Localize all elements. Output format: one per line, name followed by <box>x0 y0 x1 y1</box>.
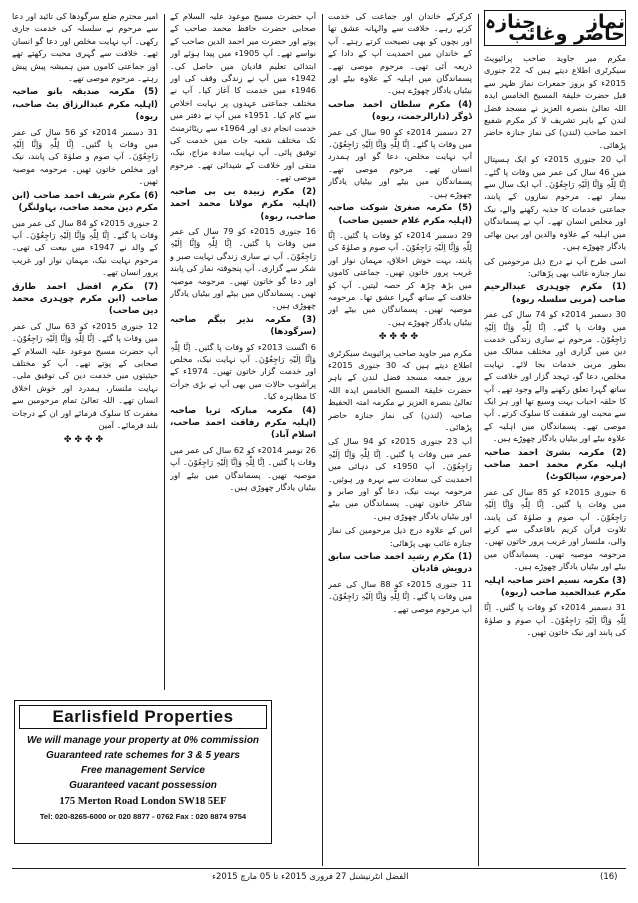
column-2-content <box>328 10 472 615</box>
ad-line-management: Free management Service <box>81 765 205 776</box>
column-divider <box>322 14 323 866</box>
ad-line-commission: We will manage your property at 0% commission <box>26 735 260 746</box>
article-paragraph: اسی طرح آپ نے درج ذیل مرحومین کی نماز جنازہ غائب بھی پڑھائی: <box>484 255 626 278</box>
article-paragraph: آپ حضرت مسیح موعود علیہ السلام کے صحابی حضرت حافظ محمد صاحب کے پوتے اور حضرت میر احمد الدین صاحب کے نواسے تھے۔ آپ 1905ء میں پیدا ہوئے اور ابتدائی تعلیم قادیان میں حاصل کی۔ 1942ء میں آپ نے زندگی وقف کی اور 1946ء میں خدمت کا آغاز کیا۔ آپ نے مختلف جماعتی عہدوں پر نہایت اخلاص سے کام کیا۔ 1951ء میں آپ نے دفتر میں خدمت انجام دی اور 1964ء سے ریٹائرمنٹ تک مختلف شعبہ جات میں خدمت کی توفیق پائی۔ آپ نہایت سادہ مزاج، نیک، متقی اور خلافت کے شیدائی تھے۔ مرحوم موصی تھے۔ <box>170 11 316 183</box>
column-divider <box>164 14 165 690</box>
ad-telephone: Tel: 020-8265-6000 or 020 8877 - 0762 Fax : 020 8874 9754 <box>39 812 247 821</box>
article-paragraph: 16 جنوری 2015ء کو 79 سال کی عمر میں وفات پا گئیں۔ اِنَّا لِلّٰہِ وَاِنَّا اِلَیْہِ رَاجِعُوْنَ۔ آپ نے ساری زندگی نہایت صبر و شکر سے گزاری۔ آپ پنجوقتہ نماز کی پابند اور دعا گو خاتون تھیں۔ مرحومہ موصیہ تھیں۔ پسماندگان میں بیٹے اور بیٹیاں یادگار چھوڑی ہیں۔ <box>170 225 316 311</box>
article-paragraph: 12 جنوری 2015ء کو 63 سال کی عمر میں وفات پا گئے۔ اِنَّا لِلّٰہِ وَاِنَّا اِلَیْہِ رَاجِعُوْنَ۔ آپ حضرت مسیح موعود علیہ السلام کے صحابی کے پوتے تھے۔ آپ کو مختلف حیثیتوں میں خدمت دین کی توفیق ملی۔ نہایت ملنسار، ہمدرد اور خوش اخلاق انسان تھے۔ اللہ تعالیٰ تمام مرحومین سے مغفرت کا سلوک فرمائے اور ان کے درجات بلند فرمائے۔ آمین <box>12 320 158 430</box>
obituary-heading: (2) مکرم زبیدہ بی بی صاحبہ (اہلیہ مکرم مولانا محمد احمد صاحب، ربوہ) <box>170 186 316 222</box>
column-1-content <box>484 52 626 639</box>
column-divider <box>478 14 479 866</box>
article-paragraph: 27 دسمبر 2014ء کو 90 سال کی عمر میں وفات پا گئے۔ اِنَّا لِلّٰہِ وَاِنَّا اِلَیْہِ رَاجِعُوْنَ۔ آپ نہایت مخلص، دعا گو اور ہمدرد انسان تھے۔ مرحوم موصی تھے۔ پسماندگان میں بیٹے اور بیٹیاں یادگار چھوڑے ہیں۔ <box>328 126 472 199</box>
obituary-heading: (3) مکرمہ نذیر بیگم صاحبہ (سرگودھا) <box>170 314 316 338</box>
article-paragraph: کرکرکے خاندان اور جماعت کی خدمت کرتے رہے۔ خلافت سے والہانہ عشق تھا اور بچوں کو بھی نصیحت کرتے رہتے۔ آپ کے خاندان میں احمدیت آپ کے دادا کے ذریعہ آئی تھی۔ مرحوم موصی تھے۔ پسماندگان میں اہلیہ کے علاوہ بیٹے اور بیٹیاں یادگار چھوڑے ہیں۔ <box>328 11 472 96</box>
article-paragraph: 26 نومبر 2014ء کو 62 سال کی عمر میں وفات پا گئیں۔ اِنَّا لِلّٰہِ وَاِنَّا اِلَیْہِ رَاجِعُوْنَ۔ آپ موصیہ تھیں۔ پسماندگان میں بیٹے اور بیٹیاں یادگار چھوڑی ہیں۔ <box>170 444 316 493</box>
obituary-heading: (5) مکرمہ صدیقہ بانو صاحبہ (اہلیہ مکرم عبدالرزاق بٹ صاحب، ربوہ) <box>12 87 158 123</box>
obituary-heading: (1) مکرم چوہدری عبدالرحیم صاحب (مربی سلسلہ ربوہ) <box>484 282 626 305</box>
article-paragraph: 29 دسمبر 2014ء کو وفات پا گئیں۔ اِنَّا لِلّٰہِ وَاِنَّا اِلَیْہِ رَاجِعُوْنَ۔ آپ صوم و صلوٰۃ کی پابند، بہت خوش اخلاق، مہمان نواز اور غریب پرور خاتون تھیں۔ جماعتی کاموں میں بڑھ چڑھ کر حصہ لیتیں۔ آپ کو خلافت کے ساتھ گہرا عشق تھا۔ مرحومہ موصیہ تھیں۔ پسماندگان میں بیٹے اور بیٹیاں یادگار چھوڑے ہیں۔ <box>328 229 472 327</box>
column-1 <box>484 10 626 865</box>
obituary-heading: (4) مکرمہ مبارکہ ثریا صاحبہ (اہلیہ مکرم رفاقت احمد صاحب، اسلام آباد) <box>170 405 316 441</box>
article-paragraph: 31 دسمبر 2014ء کو 56 سال کی عمر میں وفات پا گئیں۔ اِنَّا لِلّٰہِ وَاِنَّا اِلَیْہِ رَاجِعُوْنَ۔ آپ صوم و صلوٰۃ کی پابند، نیک اور مخلص خاتون تھیں۔ مرحومہ موصیہ تھیں۔ <box>12 126 158 187</box>
article-paragraph: 6 اگست 2013ء کو وفات پا گئیں۔ اِنَّا لِلّٰہِ وَاِنَّا اِلَیْہِ رَاجِعُوْنَ۔ آپ نہایت نیک، مخلص اور خدمت گزار خاتون تھیں۔ 1974ء کے پرآشوب حالات میں بھی آپ نے بڑی جرأت کا مظاہرہ کیا۔ <box>170 341 316 402</box>
column-2 <box>328 10 472 865</box>
article-paragraph: 11 جنوری 2015ء کو 88 سال کی عمر میں وفات پا گئے۔ اِنَّا لِلّٰہِ وَاِنَّا اِلَیْہِ رَاجِعُوْنَ۔ آپ مرحوم موصی تھے۔ <box>328 578 472 614</box>
obituary-heading: (1) مکرم رشید احمد صاحب سابق درویش قادیان <box>328 552 472 575</box>
obituary-heading: (6) مکرم شریف احمد صاحب (ابن مکرم دین محمد صاحب، بہاولنگر) <box>12 190 158 214</box>
obituary-heading: (7) مکرم افضل احمد طارق صاحب (ابن مکرم چوہدری محمد دین صاحب) <box>12 281 158 317</box>
article-paragraph: 2 جنوری 2015ء کو 84 سال کی عمر میں وفات پا گئے۔ اِنَّا لِلّٰہِ وَاِنَّا اِلَیْہِ رَاجِعُوْنَ۔ آپ کے والد نے 1947ء میں بیعت کی تھی۔ مرحوم نہایت نیک، مہمان نواز اور غریب پرور انسان تھے۔ <box>12 217 158 278</box>
footer-page-number: (16) <box>600 872 618 882</box>
footer-publication: الفضل انٹرنیشنل 27 فروری 2015ء تا 05 مارچ 2015ء <box>212 872 409 882</box>
article-paragraph: 6 جنوری 2015ء کو 85 سال کی عمر میں وفات پا گئیں۔ اِنَّا لِلّٰہِ وَاِنَّا اِلَیْہِ رَاجِعُوْنَ۔ آپ صوم و صلوٰۃ کی پابند، تلاوت قرآن کریم باقاعدگی سے کرنے والی، ملنسار اور غریب پرور خاتون تھیں۔ مرحومہ موصیہ تھیں۔ پسماندگان میں بیٹے اور بیٹیاں یادگار چھوڑے ہیں۔ <box>484 486 626 572</box>
section-separator: ✤✤✤✤ <box>63 435 107 446</box>
ad-address: 175 Merton Road London SW18 5EF <box>59 796 227 807</box>
article-paragraph: 30 دسمبر 2014ء کو 74 سال کی عمر میں وفات پا گئے۔ اِنَّا لِلّٰہِ وَاِنَّا اِلَیْہِ رَاجِعُوْنَ۔ مرحوم نے ساری زندگی خدمت دین میں گزاری اور مختلف ممالک میں بطور مربی خدمات بجا لائے۔ نہایت مخلص، دعا گو، تہجد گزار اور خلافت کے ساتھ گہرا تعلق رکھنے والے وجود تھے۔ آپ کا حلقہ احباب بہت وسیع تھا اور ہر ایک سے محبت اور شفقت کا سلوک کرتے۔ آپ موصی تھے۔ پسماندگان میں اہلیہ کے علاوہ بیٹے اور بیٹیاں یادگار چھوڑے ہیں۔ <box>484 309 626 444</box>
article-paragraph: آپ 20 جنوری 2015ء کو ایک ہسپتال میں 46 سال کی عمر میں وفات پا گئے۔ اِنَّا لِلّٰہِ وَاِنَّا اِلَیْہِ رَاجِعُوْنَ۔ آپ ایک سال سے بیمار تھے۔ مرحوم نمازوں کے پابند، جماعتی خدمات کا جذبہ رکھنے والے، نیک اور مخلص انسان تھے۔ آپ نے پسماندگان میں اہلیہ کے علاوہ والدین اور بہن بھائی یادگار چھوڑے ہیں۔ <box>484 154 626 252</box>
section-separator: ✤✤✤✤ <box>378 332 422 343</box>
article-paragraph: مکرم میر جاوید صاحب پرائیویٹ سیکرٹری اطلاع دیتے ہیں کہ 30 جنوری 2015ء بروز جمعہ مسجد فضل لندن کے باہر حضرت خلیفۃ المسیح الخامس ایدہ اللہ تعالیٰ بنصرہ العزیز نے مکرمہ امتہ الحفیظ صاحبہ (لندن) کی نماز جنازہ حاضر پڑھائی۔ <box>328 347 472 432</box>
ad-company-name: Earlisfield Properties <box>19 705 267 729</box>
obituary-heading: (5) مکرمہ صغریٰ شوکت صاحبہ (اہلیہ مکرم غلام حسین صاحب) <box>328 203 472 226</box>
footer-rule <box>12 868 626 869</box>
column-3 <box>170 10 316 690</box>
article-paragraph: مکرم میر جاوید صاحب پرائیویٹ سیکرٹری اطلاع دیتے ہیں کہ 22 جنوری 2015ء کو بروز جمعرات نماز ظہر سے قبل حضرت خلیفۃ المسیح الخامس ایدہ اللہ تعالیٰ بنصرہ العزیز نے مسجد فضل لندن کے باہر تشریف لا کر مکرم شفیع احمد صاحب (لندن) کی نماز جنازہ حاضر پڑھائی۔ <box>484 53 626 150</box>
advertisement-box <box>14 700 272 844</box>
ad-line-schemes: Guaranteed rate schemes for 3 & 5 years <box>46 750 240 761</box>
article-paragraph: امیر محترم ضلع سرگودھا کی تائید اور دعا سے مرحوم نے سلسلہ کی خدمت جاری رکھی۔ آپ نہایت مخلص اور دعا گو انسان تھے۔ خلافت سے گہری محبت رکھتے تھے اور جماعتی کاموں میں ہمیشہ پیش پیش رہتے۔ مرحوم موصی تھے۔ <box>12 11 158 84</box>
column-3-content <box>170 10 316 493</box>
ad-line-possession: Guaranteed vacant possession <box>69 780 217 791</box>
obituary-heading: (2) مکرمہ بشریٰ احمد صاحبہ اہلیہ مکرم محمد احمد صاحب (مرحوم، سیالکوٹ) <box>484 447 626 483</box>
column-4 <box>12 10 158 690</box>
page-title: نماز جنازہ حاضر وغائب <box>485 10 625 45</box>
article-paragraph: آپ 23 جنوری 2015ء کو 94 سال کی عمر میں وفات پا گئیں۔ اِنَّا لِلّٰہِ وَاِنَّا اِلَیْہِ رَاجِعُوْنَ۔ آپ 1950ء کی دہائی میں احمدیت کی سعادت سے بہرہ ور ہوئیں۔ مرحومہ بہت نیک، دعا گو اور صابر و شاکر خاتون تھیں۔ پسماندگان میں بیٹے اور بیٹیاں یادگار چھوڑی ہیں۔ <box>328 436 472 521</box>
obituary-heading: (4) مکرم سلطان احمد صاحب ڈوگر (دارالرحمت، ربوہ) <box>328 99 472 123</box>
newspaper-page <box>12 10 626 880</box>
article-paragraph: اس کے علاوہ درج ذیل مرحومین کی نماز جنازہ غائب بھی پڑھائی: <box>328 525 472 548</box>
column-4-content <box>12 10 158 447</box>
article-paragraph: 31 دسمبر 2014ء کو وفات پا گئیں۔ اِنَّا لِلّٰہِ وَاِنَّا اِلَیْہِ رَاجِعُوْنَ۔ آپ صوم و صلوٰۃ کی پابند اور نیک خاتون تھیں۔ <box>484 602 626 638</box>
obituary-heading: (3) مکرمہ نسیم اختر صاحبہ اہلیہ مکرم عبدالحمید صاحب (ربوہ) <box>484 575 626 599</box>
